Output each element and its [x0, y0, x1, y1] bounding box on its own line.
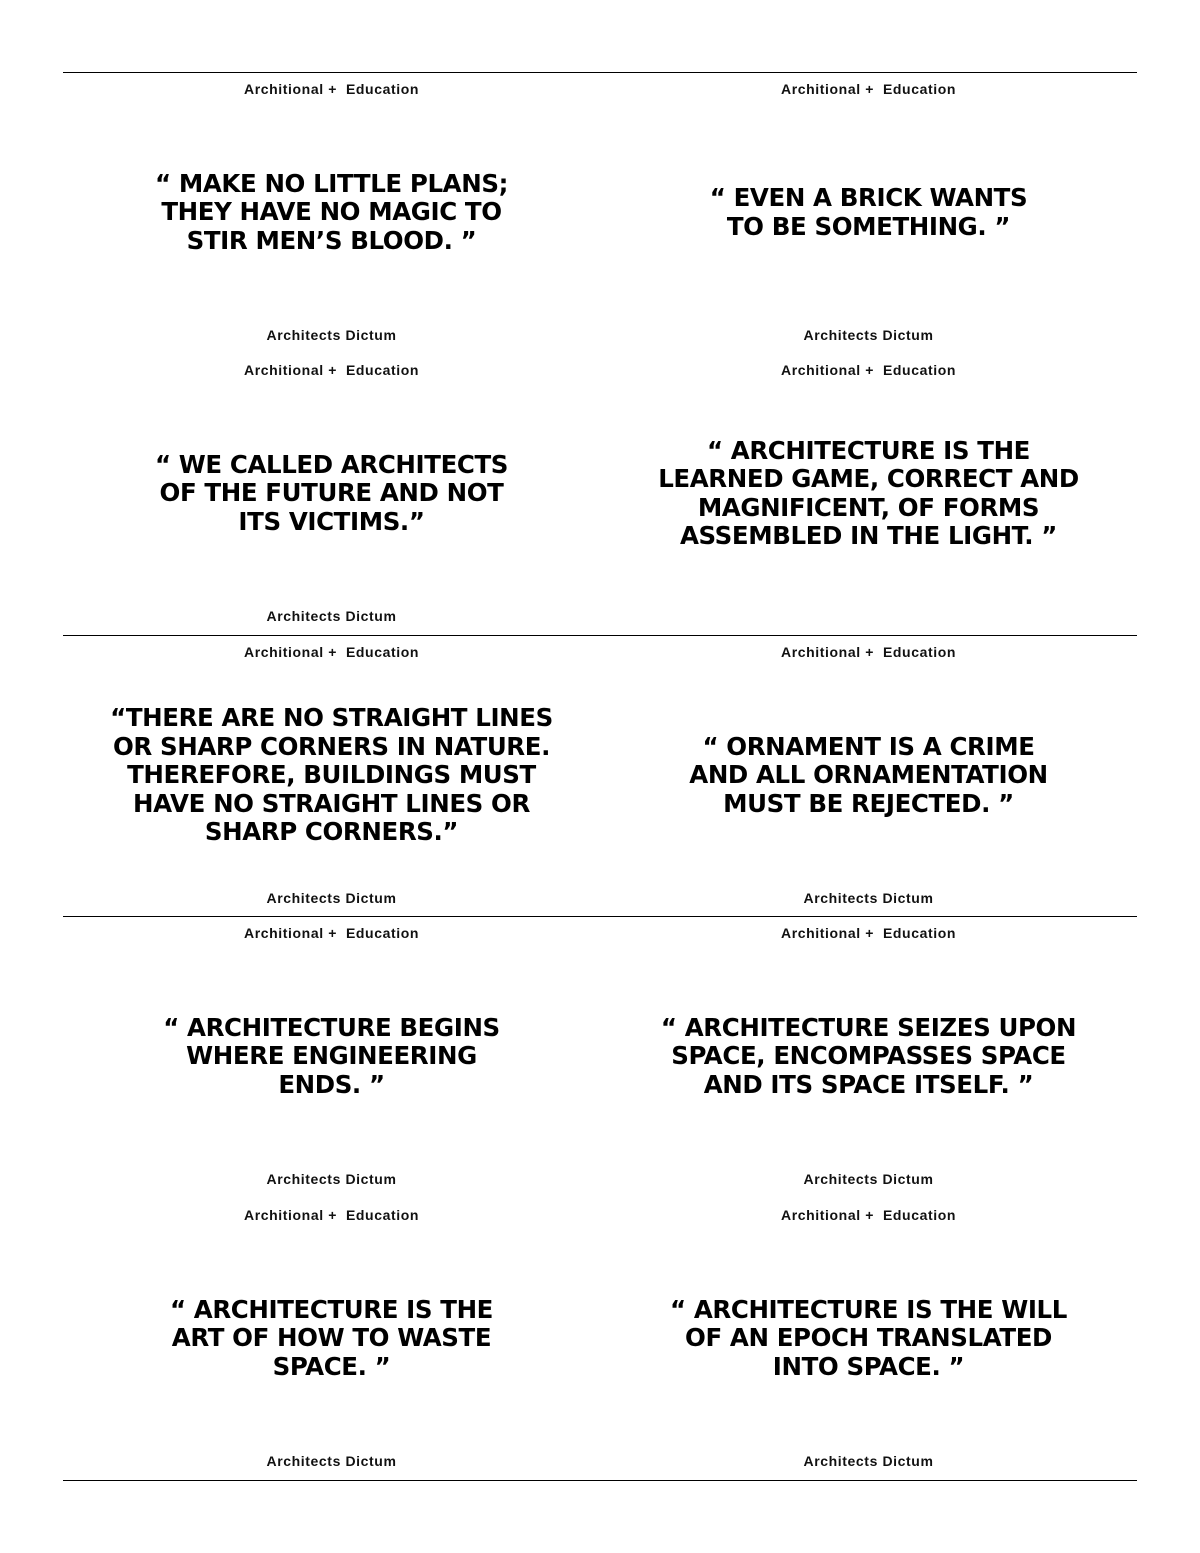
quote-line: THEREFORE, BUILDINGS MUST [127, 760, 536, 790]
quote-text [163, 1014, 500, 1100]
card-brand-header: Architional + Education [780, 362, 957, 378]
quote-text [170, 1296, 493, 1382]
quote-line: “THERE ARE NO STRAIGHT LINES [110, 703, 553, 733]
quote-block [83, 1232, 580, 1445]
quote-block [620, 1232, 1117, 1445]
quote-line: “ ARCHITECTURE BEGINS [163, 1012, 500, 1042]
card-brand-header: Architional + Education [243, 925, 420, 941]
card-footer-label: Architects Dictum [266, 1171, 397, 1187]
quote-line: MUST BE REJECTED. ” [723, 788, 1014, 818]
quote-line: ITS VICTIMS.” [238, 506, 425, 536]
quote-line: WHERE ENGINEERING [186, 1041, 477, 1071]
quote-card [63, 916, 600, 1197]
quote-line: INTO SPACE. ” [772, 1351, 965, 1381]
quote-line: OF AN EPOCH TRANSLATED [685, 1323, 1052, 1353]
quote-line: ENDS. ” [278, 1069, 385, 1099]
quote-block [620, 669, 1117, 882]
quote-line: TO BE SOMETHING. ” [726, 211, 1011, 241]
quote-text [661, 1014, 1076, 1100]
quote-line: OF THE FUTURE AND NOT [159, 478, 504, 508]
quote-block [83, 106, 580, 319]
quote-text [155, 170, 508, 256]
quote-text [110, 704, 553, 847]
card-footer-label: Architects Dictum [266, 890, 397, 906]
quote-text [658, 437, 1079, 551]
quote-line: HAVE NO STRAIGHT LINES OR [133, 788, 530, 818]
quote-block [620, 950, 1117, 1163]
divider-bottom [63, 1480, 1137, 1481]
card-footer-label: Architects Dictum [803, 890, 934, 906]
quote-text [710, 184, 1028, 241]
quote-line: STIR MEN’S BLOOD. ” [186, 225, 477, 255]
quote-block [620, 387, 1117, 600]
quote-line: SPACE. ” [272, 1351, 391, 1381]
quote-line: “ MAKE NO LITTLE PLANS; [155, 168, 508, 198]
quote-line: “ ARCHITECTURE SEIZES UPON [660, 1012, 1077, 1042]
card-brand-header: Architional + Education [780, 1207, 957, 1223]
quote-card [600, 353, 1137, 634]
quote-line: AND ITS SPACE ITSELF. ” [703, 1069, 1034, 1099]
quote-block [83, 387, 580, 600]
quote-line: ART OF HOW TO WASTE [171, 1323, 492, 1353]
quote-line: “ ORNAMENT IS A CRIME [702, 731, 1035, 761]
quote-line: “ WE CALLED ARCHITECTS [154, 449, 509, 479]
quote-block [83, 950, 580, 1163]
card-brand-header: Architional + Education [780, 925, 957, 941]
quote-card [63, 72, 600, 353]
quote-card [63, 1198, 600, 1479]
card-brand-header: Architional + Education [780, 644, 957, 660]
card-brand-header: Architional + Education [243, 81, 420, 97]
quote-card [63, 353, 600, 634]
card-brand-header: Architional + Education [780, 81, 957, 97]
quote-card [600, 635, 1137, 916]
quote-line: SPACE, ENCOMPASSES SPACE [671, 1041, 1066, 1071]
quote-line: AND ALL ORNAMENTATION [689, 760, 1048, 790]
quote-text [155, 451, 508, 537]
quote-line: LEARNED GAME, CORRECT AND [658, 464, 1079, 493]
card-brand-header: Architional + Education [243, 1207, 420, 1223]
quote-line: “ ARCHITECTURE IS THE WILL [670, 1294, 1067, 1324]
card-footer-label: Architects Dictum [266, 1453, 397, 1469]
card-footer-label: Architects Dictum [266, 327, 397, 343]
card-brand-header: Architional + Education [243, 362, 420, 378]
quote-line: “ EVEN A BRICK WANTS [709, 183, 1028, 212]
card-brand-header: Architional + Education [243, 644, 420, 660]
quote-line: MAGNIFICENT, OF FORMS [697, 492, 1040, 522]
quote-line: ASSEMBLED IN THE LIGHT. ” [679, 521, 1058, 550]
quote-card [63, 635, 600, 916]
card-footer-label: Architects Dictum [803, 1171, 934, 1187]
quote-line: THEY HAVE NO MAGIC TO [161, 197, 502, 227]
quote-block [83, 669, 580, 882]
quote-line: “ ARCHITECTURE IS THE [706, 435, 1031, 465]
quote-block [620, 106, 1117, 319]
quote-card [600, 1198, 1137, 1479]
quote-line: “ ARCHITECTURE IS THE [169, 1294, 494, 1324]
quote-text [689, 733, 1047, 819]
quote-card [600, 72, 1137, 353]
quote-text [670, 1296, 1067, 1382]
quote-card [600, 916, 1137, 1197]
card-footer-label: Architects Dictum [803, 1453, 934, 1469]
card-footer-label: Architects Dictum [803, 327, 934, 343]
card-footer-label: Architects Dictum [266, 608, 397, 624]
quote-line: SHARP CORNERS.” [204, 817, 459, 847]
quote-line: OR SHARP CORNERS IN NATURE. [112, 731, 551, 761]
